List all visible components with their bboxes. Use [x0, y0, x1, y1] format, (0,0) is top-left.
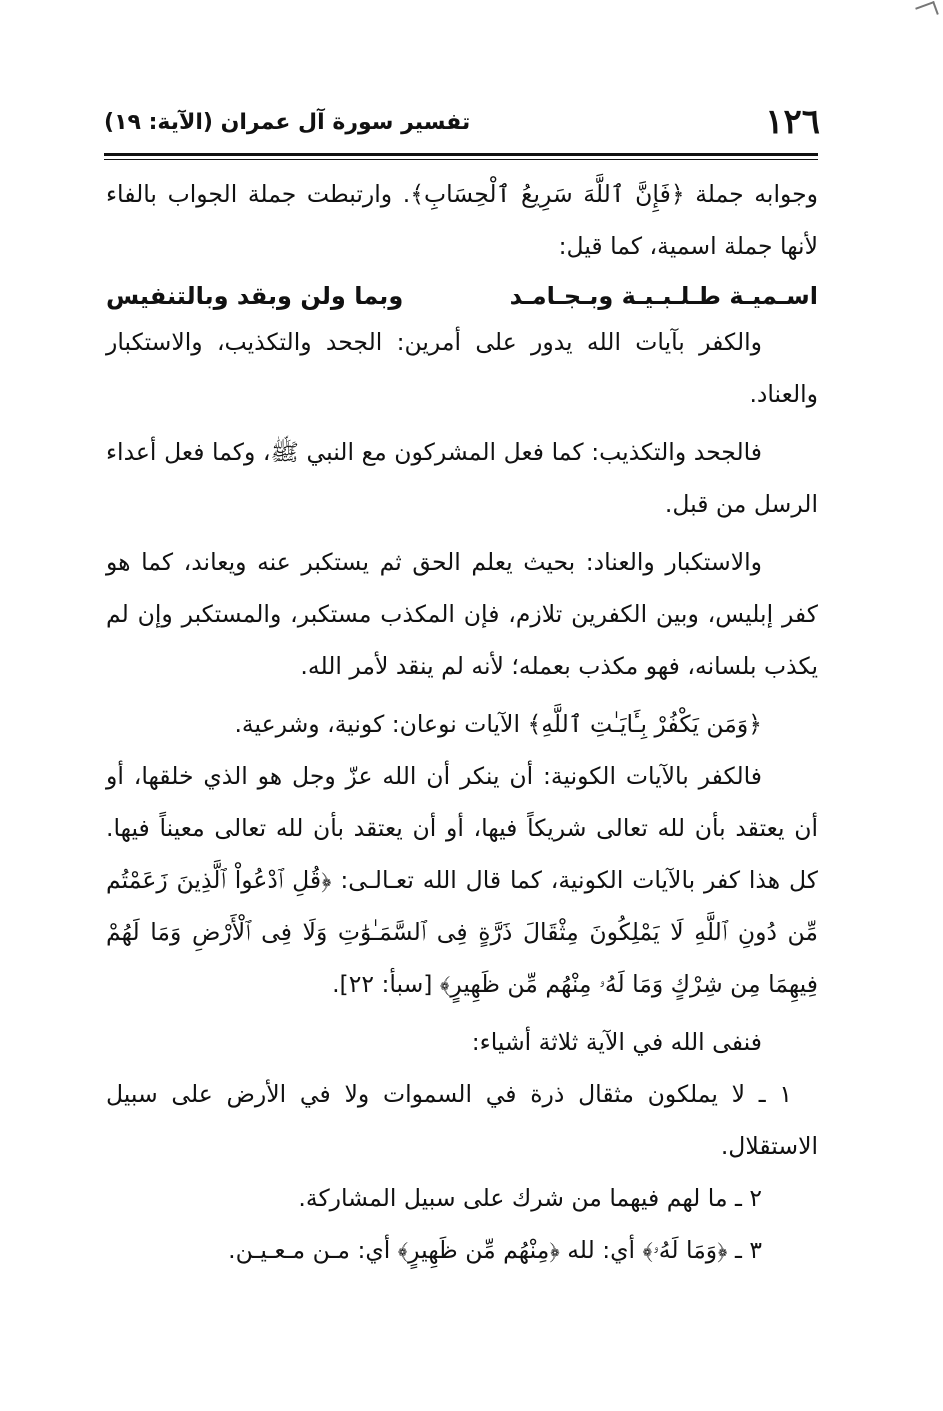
list-item-1: ١ ـ لا يملكون مثقال ذرة في السموات ولا في الأرض على سبيل الاستقلال.: [106, 1080, 818, 1160]
paragraph-6: فالكفر بالآيات الكونية: أن ينكر أن الله عزّ وجل هو الذي خلقها، أو أن يعتقد بأن لله تعالى شريكاً فيها، أو أن يعتقد بأن لله تعالى معيناً فيها. كل هذا كفر بالآيات الكونية، كما قال الله تعـالـى: ﴿قُلِ ٱدْعُواْ ٱلَّذِينَ زَعَمْتُم مِّن دُونِ ٱللَّهِ لَا يَمْلِكُونَ مِثْقَالَ ذَرَّةٍ فِى ٱلسَّمَـٰوَٰتِ وَلَا فِى ٱلْأَرْضِ وَمَا لَهُمْ فِيهِمَا مِن شِرْكٍ وَمَا لَهُۥ مِنْهُم مِّن ظَهِيرٍ﴾ [سبأ: ٢٢].: [106, 762, 818, 998]
verse-hemistich-left: وبما ولن وبقد وبالتنفيس: [106, 282, 404, 310]
paragraph-3: فالجحد والتكذيب: كما فعل المشركون مع النبي ﷺ، وكما فعل أعداء الرسل من قبل.: [106, 438, 818, 518]
poetry-verse: [106, 276, 818, 316]
verse-hemistich-right: اسـميـة طـلـبـيـة وبـجـامـد: [509, 282, 818, 310]
header-rule-thick: [104, 153, 818, 156]
paragraph-1: وجوابه جملة ﴿فَإِنَّ ٱللَّهَ سَرِيعُ ٱلْحِسَابِ﴾. وارتبطت جملة الجواب بالفاء لأنها جملة اسمية، كما قيل:: [106, 180, 818, 260]
page-header: [100, 100, 820, 150]
paragraph-4: والاستكبار والعناد: بحيث يعلم الحق ثم يستكبر عنه ويعاند، كما هو كفر إبليس، وبين الكفرين تلازم، فإن المكذب مستكبر، والمستكبر وإن لم يكذب بلسانه، فهو مكذب بعمله؛ لأنه لم ينقد لأمر الله.: [106, 548, 818, 680]
header-rule-thin: [104, 159, 818, 160]
paragraph-5: ﴿وَمَن يَكْفُرْ بِـَٔايَـٰتِ ٱللَّهِ﴾ الآيات نوعان: كونية، وشرعية.: [234, 710, 762, 738]
page-number: ١٢٦: [765, 102, 820, 142]
paragraph-2: والكفر بآيات الله يدور على أمرين: الجحد والتكذيب، والاستكبار والعناد.: [106, 328, 818, 408]
paragraph-7: فنفى الله في الآية ثلاثة أشياء:: [471, 1028, 762, 1056]
page-body: [106, 168, 818, 1276]
list-item-2: ٢ ـ ما لهم فيهما من شرك على سبيل المشاركة.: [298, 1184, 762, 1212]
corner-mark: [915, 1, 939, 21]
running-title: تفسير سورة آل عمران (الآية: ١٩): [104, 110, 471, 135]
list-item-3: ٣ ـ ﴿وَمَا لَهُۥ﴾ أي: لله ﴿مِنْهُم مِّن ظَهِيرٍ﴾ أي: مـن مـعـيـن.: [228, 1236, 762, 1264]
